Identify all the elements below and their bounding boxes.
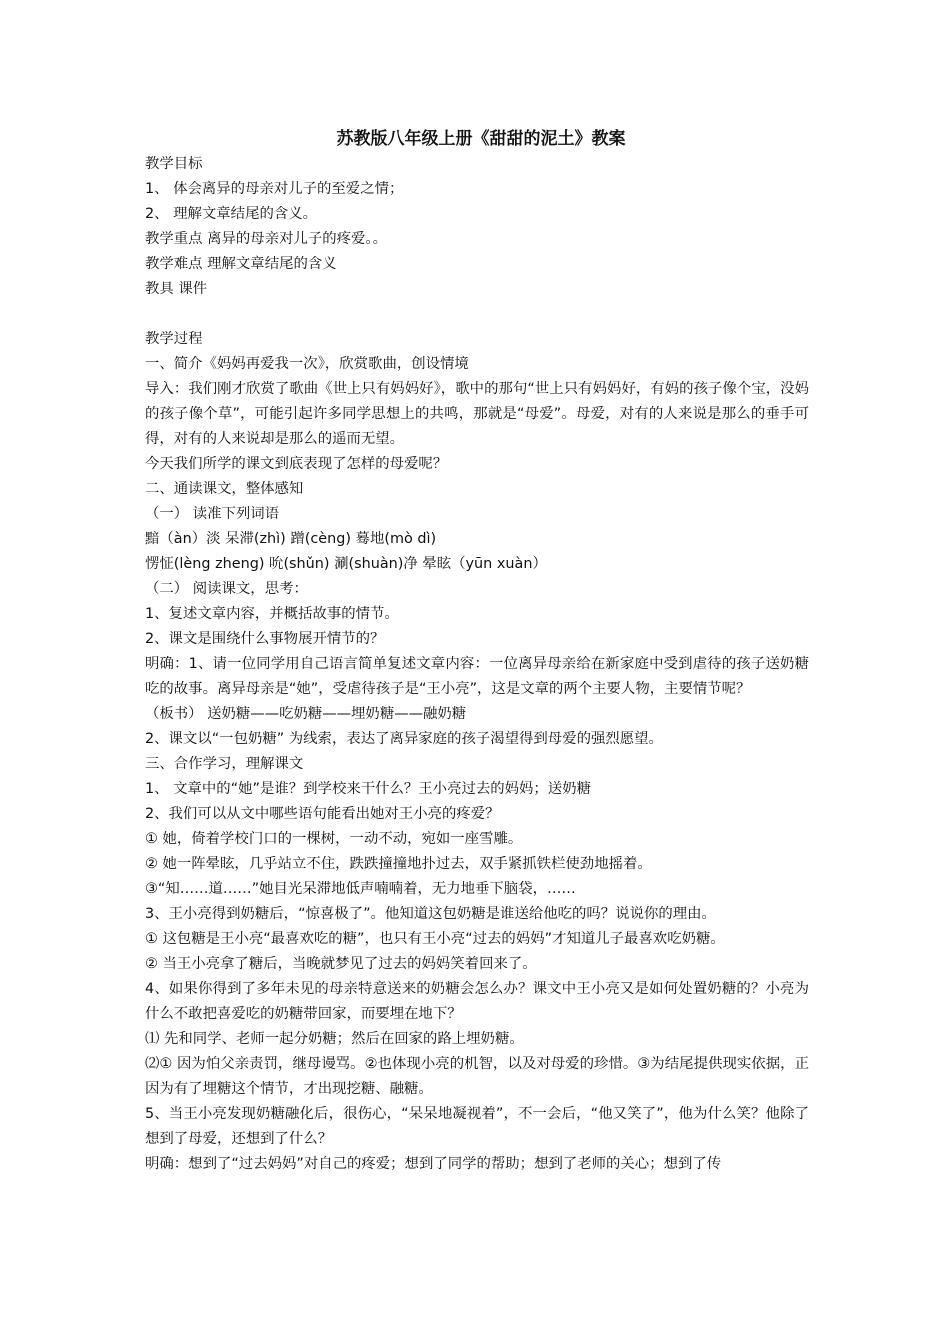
text-line: 1、 文章中的“她”是谁？到学校来干什么？王小亮过去的妈妈；送奶糖 bbox=[145, 781, 591, 797]
document-title: 苏教版八年级上册《甜甜的泥土》教案 bbox=[336, 129, 626, 149]
text-line: 2、 理解文章结尾的含义。 bbox=[145, 206, 318, 222]
text-line: ① 这包糖是王小亮“最喜欢吃的糖”，也只有王小亮“过去的妈妈”才知道儿子最喜欢吃奶糖。 bbox=[145, 931, 725, 947]
document-lines bbox=[145, 152, 809, 1177]
text-line: 明确：想到了“过去妈妈”对自己的疼爱；想到了同学的帮助；想到了老师的关心；想到了传 bbox=[145, 1156, 722, 1172]
text-line: 1、 体会离异的母亲对儿子的至爱之情； bbox=[145, 181, 404, 197]
text-line: 教学重点 离异的母亲对儿子的疼爱。。 bbox=[145, 231, 388, 247]
text-line: 5、当王小亮发现奶糖融化后，很伤心，“呆呆地凝视着”，不一会后，“他又笑了”，他为什么笑？他除了想到了母爱，还想到了什么？ bbox=[145, 1106, 809, 1147]
blank-line bbox=[145, 302, 809, 327]
text-line: 一、简介《妈妈再爱我一次》，欣赏歌曲，创设情境 bbox=[145, 356, 469, 372]
text-line: ② 当王小亮拿了糖后，当晚就梦见了过去的妈妈笑着回来了。 bbox=[145, 956, 537, 972]
text-line: 教具 课件 bbox=[145, 281, 208, 297]
text-line: 明确：1、请一位同学用自己语言简单复述文章内容：一位离异母亲给在新家庭中受到虐待的孩子送奶糖吃的故事。离异母亲是“她”，受虐待孩子是“王小亮”，这是文章的两个主要人物，主要情节呢？ bbox=[145, 656, 809, 697]
text-line: （一） 读准下列词语 bbox=[145, 506, 280, 522]
text-line: （二） 阅读课文，思考： bbox=[145, 581, 308, 597]
text-line: 1、复述文章内容，并概括故事的情节。 bbox=[145, 606, 399, 622]
text-line: 黯（àn）淡 呆滞(zhì) 蹭(cèng) 蓦地(mò dì) bbox=[145, 531, 437, 547]
text-line: 4、如果你得到了多年未见的母亲特意送来的奶糖会怎么办？课文中王小亮又是如何处置奶糖的？小亮为什么不敢把喜爱吃的奶糖带回家，而要埋在地下？ bbox=[145, 981, 809, 1022]
text-line: 三、合作学习，理解课文 bbox=[145, 756, 304, 772]
text-line: ⑴ 先和同学、老师一起分奶糖；然后在回家的路上埋奶糖。 bbox=[145, 1031, 524, 1047]
text-line: 教学难点 理解文章结尾的含义 bbox=[145, 256, 337, 272]
text-line: 今天我们所学的课文到底表现了怎样的母爱呢？ bbox=[145, 456, 448, 472]
document-body bbox=[145, 126, 809, 1177]
text-line: 二、通读课文，整体感知 bbox=[145, 481, 304, 497]
text-line: 2、我们可以从文中哪些语句能看出她对王小亮的疼爱？ bbox=[145, 806, 500, 822]
text-line: ⑵① 因为怕父亲责罚，继母谩骂。②也体现小亮的机智，以及对母爱的珍惜。③为结尾提供现实依据，正因为有了埋糖这个情节，才出现挖糖、融糖。 bbox=[145, 1056, 809, 1097]
text-line: 教学目标 bbox=[145, 156, 203, 172]
text-line: ② 她一阵晕眩，几乎站立不住，跌跌撞撞地扑过去，双手紧抓铁栏使劲地摇着。 bbox=[145, 856, 652, 872]
text-line: 2、课文是围绕什么事物展开情节的？ bbox=[145, 631, 385, 647]
text-line: （板书） 送奶糖——吃奶糖——埋奶糖——融奶糖 bbox=[145, 706, 467, 722]
text-line: 3、王小亮得到奶糖后，“惊喜极了”。他知道这包奶糖是谁送给他吃的吗？说说你的理由。 bbox=[145, 906, 716, 922]
text-line: ① 她，倚着学校门口的一棵树，一动不动，宛如一座雪雕。 bbox=[145, 831, 523, 847]
text-line: 愣怔(lèng zheng) 吮(shǔn) 涮(shuàn)净 晕眩（yūn xuàn） bbox=[145, 556, 547, 572]
text-line: 2、课文以“一包奶糖” 为线索，表达了离异家庭的孩子渴望得到母爱的强烈愿望。 bbox=[145, 731, 663, 747]
text-line: 教学过程 bbox=[145, 331, 203, 347]
text-line: ③“知……道……”她目光呆滞地低声喃喃着，无力地垂下脑袋，…… bbox=[145, 881, 576, 897]
text-line: 导入：我们刚才欣赏了歌曲《世上只有妈妈好》，歌中的那句“世上只有妈妈好，有妈的孩子像个宝，没妈的孩子像个草”，可能引起许多同学思想上的共鸣，那就是“母爱”。母爱，对有的人来说是那么的垂手可得，对有的人来说却是那么的遥而无望。 bbox=[145, 381, 809, 447]
